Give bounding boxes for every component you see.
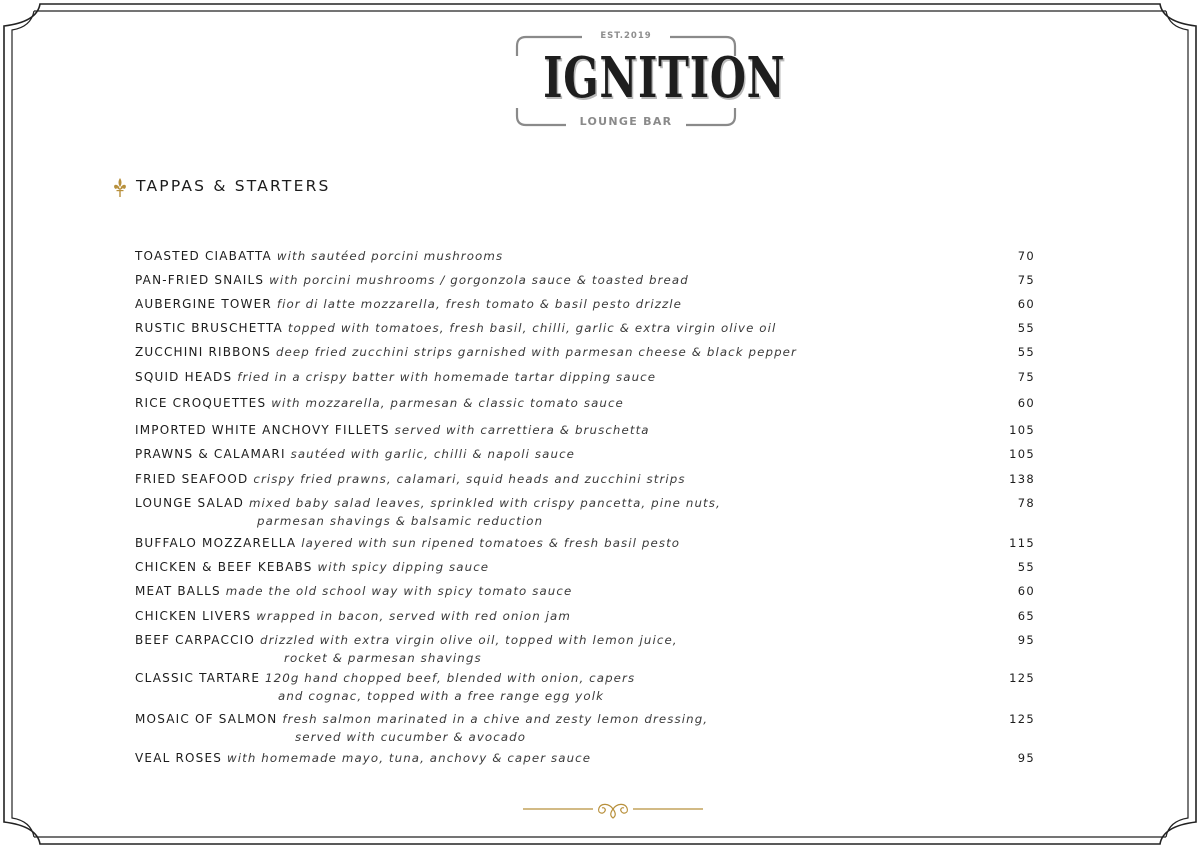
menu-item-price: 95	[1017, 751, 1035, 765]
menu-item-name: RUSTIC BRUSCHETTA	[135, 321, 283, 335]
menu-item-price: 95	[1017, 633, 1035, 647]
menu-item-price: 55	[1017, 560, 1035, 574]
menu-item-name: SQUID HEADS	[135, 370, 233, 384]
menu-item	[135, 445, 1035, 463]
menu-item-name: FRIED SEAFOOD	[135, 472, 249, 486]
menu-item-line	[135, 470, 1035, 488]
menu-item-line	[135, 445, 1035, 463]
menu-item-description: topped with tomatoes, fresh basil, chilli, garlic & extra virgin olive oil	[287, 321, 777, 335]
menu-item-description: with mozzarella, parmesan & classic tomato sauce	[271, 396, 624, 410]
menu-item-description: with spicy dipping sauce	[317, 560, 490, 574]
menu-item-price: 78	[1017, 496, 1035, 510]
menu-item	[135, 494, 1035, 530]
menu-item	[135, 669, 1035, 705]
menu-item-price: 55	[1017, 321, 1035, 335]
menu-item	[135, 749, 1035, 767]
menu-item	[135, 582, 1035, 600]
menu-item	[135, 394, 1035, 412]
menu-item-price: 105	[1009, 447, 1035, 461]
menu-item	[135, 319, 1035, 337]
logo-wordmark: IGNITION	[543, 45, 786, 111]
menu-item-price: 138	[1009, 472, 1035, 486]
menu-item-line	[135, 394, 1035, 412]
menu-item-name: AUBERGINE TOWER	[135, 297, 272, 311]
menu-item	[135, 470, 1035, 488]
menu-item-price: 125	[1009, 671, 1035, 685]
menu-item-line	[135, 247, 1035, 265]
menu-item-description: fried in a crispy batter with homemade tartar dipping sauce	[237, 370, 657, 384]
menu-item-description: with sautéed porcini mushrooms	[276, 249, 504, 263]
menu-item	[135, 368, 1035, 386]
menu-item-description: made the old school way with spicy tomato sauce	[225, 584, 573, 598]
menu-item	[135, 534, 1035, 552]
menu-item-name: IMPORTED WHITE ANCHOVY FILLETS	[135, 423, 390, 437]
menu-item-name: PRAWNS & CALAMARI	[135, 447, 286, 461]
menu-item-name: CHICKEN LIVERS	[135, 609, 252, 623]
menu-item-line	[135, 421, 1035, 439]
menu-item-price: 105	[1009, 423, 1035, 437]
menu-item-line	[135, 368, 1035, 386]
menu-item	[135, 295, 1035, 313]
menu-item-line	[135, 669, 1035, 687]
menu-item-price: 70	[1017, 249, 1035, 263]
menu-item-name: PAN-FRIED SNAILS	[135, 273, 265, 287]
menu-item-description: fresh salmon marinated in a chive and zesty lemon dressing,	[282, 712, 709, 726]
menu-item-price: 60	[1017, 396, 1035, 410]
menu-item-name: BEEF CARPACCIO	[135, 633, 256, 647]
menu-item-name: CLASSIC TARTARE	[135, 671, 261, 685]
menu-item-description: with porcini mushrooms / gorgonzola sauce & toasted bread	[269, 273, 689, 287]
logo-subtitle: LOUNGE BAR	[579, 115, 673, 128]
menu-item-line	[135, 319, 1035, 337]
section-title: TAPPAS & STARTERS	[136, 177, 331, 195]
menu-item-description: drizzled with extra virgin olive oil, topped with lemon juice,	[259, 633, 678, 647]
menu-item-line	[135, 343, 1035, 361]
fleur-de-lis-icon	[113, 177, 127, 199]
menu-item-price: 75	[1017, 370, 1035, 384]
brand-logo	[514, 30, 786, 128]
menu-item-line	[135, 710, 1035, 728]
menu-item-description: deep fried zucchini strips garnished with parmesan cheese & black pepper	[275, 345, 797, 359]
menu-item-name: LOUNGE SALAD	[135, 496, 245, 510]
menu-item-description-continued: served with cucumber & avocado	[295, 730, 527, 744]
menu-item-name: TOASTED CIABATTA	[135, 249, 272, 263]
menu-item-line	[135, 271, 1035, 289]
menu-item-description-continued: and cognac, topped with a free range egg yolk	[278, 689, 605, 703]
menu-item-price: 125	[1009, 712, 1035, 726]
logo-established: EST.2019	[600, 31, 652, 41]
menu-item-description: crispy fried prawns, calamari, squid heads and zucchini strips	[253, 472, 686, 486]
menu-item-description: 120g hand chopped beef, blended with onion, capers	[265, 671, 636, 685]
menu-item	[135, 247, 1035, 265]
menu-item-name: BUFFALO MOZZARELLA	[135, 536, 297, 550]
menu-item-name: MEAT BALLS	[135, 584, 221, 598]
menu-item-description: sautéed with garlic, chilli & napoli sauce	[290, 447, 576, 461]
menu-item-line	[135, 582, 1035, 600]
menu-item	[135, 607, 1035, 625]
menu-item-price: 75	[1017, 273, 1035, 287]
menu-item-name: VEAL ROSES	[135, 751, 223, 765]
menu-item-price: 65	[1017, 609, 1035, 623]
menu-item-name: ZUCCHINI RIBBONS	[135, 345, 272, 359]
menu-item	[135, 631, 1035, 667]
menu-item	[135, 421, 1035, 439]
menu-item-price: 60	[1017, 297, 1035, 311]
ornament-divider-icon	[523, 800, 703, 820]
menu-item-name: RICE CROQUETTES	[135, 396, 267, 410]
menu-item-line	[135, 534, 1035, 552]
menu-item-line	[135, 295, 1035, 313]
menu-item-description-continued: parmesan shavings & balsamic reduction	[257, 514, 544, 528]
menu-item-line	[135, 749, 1035, 767]
menu-item	[135, 558, 1035, 576]
menu-item	[135, 271, 1035, 289]
menu-item-line	[135, 607, 1035, 625]
menu-item-description-continued: rocket & parmesan shavings	[284, 651, 482, 665]
menu-item-line	[135, 558, 1035, 576]
menu-item-description: wrapped in bacon, served with red onion jam	[256, 609, 571, 623]
menu-item-line	[135, 631, 1035, 649]
menu-item-description: served with carrettiera & bruschetta	[394, 423, 650, 437]
menu-item-name: MOSAIC OF SALMON	[135, 712, 278, 726]
menu-item-price: 60	[1017, 584, 1035, 598]
menu-item-description: fior di latte mozzarella, fresh tomato & basil pesto drizzle	[276, 297, 683, 311]
menu-item-price: 55	[1017, 345, 1035, 359]
menu-item-description: layered with sun ripened tomatoes & fresh basil pesto	[301, 536, 681, 550]
menu-item-name: CHICKEN & BEEF KEBABS	[135, 560, 313, 574]
menu-item-price: 115	[1009, 536, 1035, 550]
menu-item-line	[135, 494, 1035, 512]
menu-item-description: mixed baby salad leaves, sprinkled with crispy pancetta, pine nuts,	[248, 496, 721, 510]
menu-item-description: with homemade mayo, tuna, anchovy & caper sauce	[227, 751, 592, 765]
menu-item	[135, 343, 1035, 361]
menu-item	[135, 710, 1035, 746]
